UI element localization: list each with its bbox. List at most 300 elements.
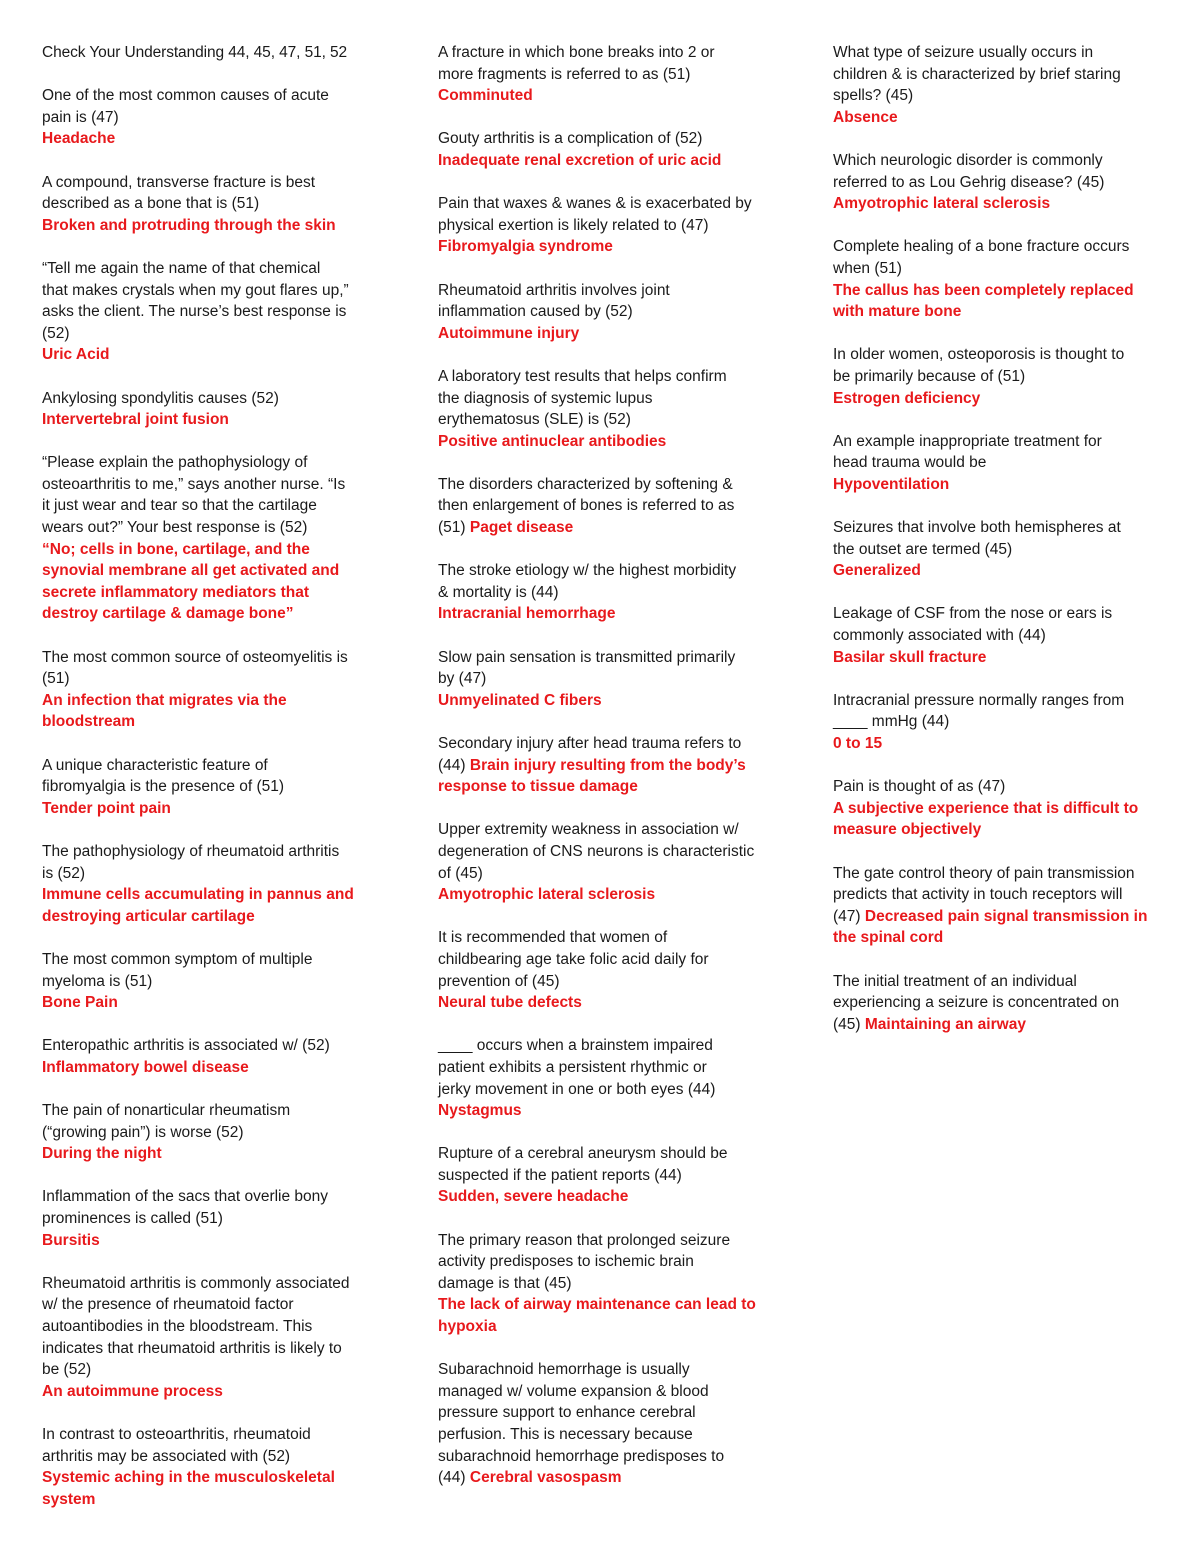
question-text: subarachnoid hemorrhage predisposes to	[438, 1447, 725, 1465]
answer-text: Inadequate renal excretion of uric acid	[438, 151, 722, 169]
text-line	[438, 971, 788, 993]
answer-text: the spinal cord	[833, 929, 944, 947]
question-text: pressure support to enhance cerebral	[438, 1404, 696, 1422]
text-line	[438, 755, 788, 777]
text-line	[833, 42, 1183, 64]
text-line	[438, 1186, 788, 1208]
text-line	[438, 236, 788, 258]
text-line	[42, 1186, 392, 1208]
text-line	[42, 798, 392, 820]
question-text: (52)	[42, 324, 70, 342]
answer-text: Comminuted	[438, 87, 533, 105]
text-line	[438, 64, 788, 86]
qa-block	[438, 1230, 788, 1338]
qa-block	[42, 1100, 392, 1165]
text-line	[438, 388, 788, 410]
question-text: perfusion. This is necessary because	[438, 1426, 693, 1443]
text-line	[438, 474, 788, 496]
qa-block	[833, 431, 1183, 496]
text-line	[438, 927, 788, 949]
text-line	[438, 863, 788, 885]
question-text: Seizures that involve both hemispheres at	[833, 519, 1121, 537]
answer-text: destroying articular cartilage	[42, 907, 255, 925]
text-line	[438, 884, 788, 906]
text-line	[42, 1035, 392, 1057]
column-right-body	[833, 42, 1183, 1035]
text-line	[438, 1273, 788, 1295]
text-line	[438, 992, 788, 1014]
question-text: be (52)	[42, 1361, 92, 1379]
answer-text: Bone Pain	[42, 994, 118, 1012]
text-line	[42, 1489, 392, 1511]
question-text: activity predisposes to ischemic brain	[438, 1253, 694, 1271]
qa-block	[833, 603, 1183, 668]
text-line	[42, 906, 392, 928]
text-line	[833, 193, 1183, 215]
text-line	[438, 215, 788, 237]
answer-text: measure objectively	[833, 821, 982, 839]
qa-block	[42, 647, 392, 733]
qa-block	[42, 258, 392, 366]
answer-text: Intervertebral joint fusion	[42, 411, 229, 429]
text-line	[42, 971, 392, 993]
qa-block	[833, 344, 1183, 409]
qa-block	[42, 172, 392, 237]
text-line	[42, 128, 392, 150]
question-text: The stroke etiology w/ the highest morbidity	[438, 562, 737, 580]
text-line	[42, 949, 392, 971]
qa-block	[438, 1359, 788, 1489]
qa-block	[438, 128, 788, 171]
question-text: experiencing a seizure is concentrated on	[833, 994, 1120, 1012]
text-line	[42, 1230, 392, 1252]
text-line	[42, 474, 392, 496]
question-text: erythematosus (SLE) is (52)	[438, 411, 631, 429]
answer-text: response to tissue damage	[438, 778, 638, 796]
text-line	[42, 1273, 392, 1295]
text-line	[438, 647, 788, 669]
answer-text: destroy cartilage & damage bone”	[42, 605, 294, 623]
question-text: the diagnosis of systemic lupus	[438, 389, 653, 407]
text-line	[833, 388, 1183, 410]
text-line	[438, 431, 788, 453]
answer-text: hypoxia	[438, 1318, 497, 1336]
question-text: that makes crystals when my gout flares up,”	[42, 281, 349, 299]
answer-text: Autoimmune injury	[438, 324, 580, 342]
question-text: w/ the presence of rheumatoid factor	[42, 1296, 294, 1314]
question-text: ____ mmHg (44)	[833, 713, 950, 731]
answer-text: Systemic aching in the musculoskeletal	[42, 1469, 335, 1487]
question-text: A compound, transverse fracture is best	[42, 173, 316, 191]
question-text: myeloma is (51)	[42, 972, 153, 990]
text-line	[438, 409, 788, 431]
answer-text: A subjective experience that is difficult to	[833, 799, 1139, 817]
question-text: Leakage of CSF from the nose or ears is	[833, 605, 1113, 623]
question-text: In contrast to osteoarthritis, rheumatoid	[42, 1426, 311, 1443]
text-line	[833, 798, 1183, 820]
question-text: commonly associated with (44)	[833, 627, 1046, 645]
text-line	[438, 1035, 788, 1057]
text-line	[438, 1467, 788, 1489]
text-line	[42, 1208, 392, 1230]
question-text: is (52)	[42, 864, 86, 882]
question-text: physical exertion is likely related to (47)	[438, 216, 709, 234]
question-text: pain is (47)	[42, 108, 119, 126]
text-line	[833, 560, 1183, 582]
answer-text: Broken and protruding through the skin	[42, 216, 336, 234]
answer-text: Estrogen deficiency	[833, 389, 981, 407]
answer-text: Immune cells accumulating in pannus and	[42, 886, 354, 904]
answer-text: During the night	[42, 1145, 162, 1163]
text-line	[833, 776, 1183, 798]
text-line	[833, 431, 1183, 453]
answer-text: Sudden, severe headache	[438, 1188, 629, 1206]
text-line	[42, 85, 392, 107]
qa-block	[42, 1424, 392, 1510]
answer-text: with mature bone	[833, 303, 962, 321]
question-text: fibromyalgia is the presence of (51)	[42, 778, 285, 796]
qa-block	[438, 733, 788, 798]
text-line	[438, 1079, 788, 1101]
answer-text: “No; cells in bone, cartilage, and the	[42, 540, 310, 558]
text-line	[438, 1230, 788, 1252]
qa-block	[438, 474, 788, 539]
text-line	[438, 1446, 788, 1468]
text-line	[438, 128, 788, 150]
qa-block	[438, 647, 788, 712]
text-line	[42, 1446, 392, 1468]
question-text: arthritis may be associated with (52)	[42, 1447, 291, 1465]
qa-block	[42, 1186, 392, 1251]
text-line	[438, 85, 788, 107]
text-line	[833, 690, 1183, 712]
question-text: head trauma would be	[833, 454, 987, 472]
qa-block	[438, 366, 788, 452]
text-line	[833, 280, 1183, 302]
text-line	[42, 172, 392, 194]
text-line	[42, 1057, 392, 1079]
text-line	[42, 1316, 392, 1338]
question-text: degeneration of CNS neurons is characteristic	[438, 842, 755, 860]
question-text: A fracture in which bone breaks into 2 or	[438, 44, 715, 61]
text-line	[42, 1381, 392, 1403]
answer-text: 0 to 15	[833, 735, 883, 752]
text-line	[438, 42, 788, 64]
question-text: It is recommended that women of	[438, 929, 668, 947]
text-line	[42, 258, 392, 280]
column-left	[42, 42, 392, 1532]
text-line	[42, 884, 392, 906]
text-line	[42, 711, 392, 733]
answer-text: Inflammatory bowel disease	[42, 1058, 249, 1076]
question-text: Upper extremity weakness in association w/	[438, 821, 739, 839]
column-middle-body	[438, 42, 788, 1489]
answer-text: Cerebral vasospasm	[469, 1469, 622, 1487]
answer-text: Unmyelinated C fibers	[438, 691, 602, 709]
text-line	[438, 280, 788, 302]
question-text: Pain that waxes & wanes & is exacerbated by	[438, 195, 752, 213]
text-line	[42, 647, 392, 669]
question-text: prevention of (45)	[438, 972, 560, 990]
text-line	[42, 1467, 392, 1489]
text-line	[833, 906, 1183, 928]
question-text: it just wear and tear so that the cartilage	[42, 497, 317, 515]
question-text: (47)	[833, 907, 865, 925]
text-line	[833, 603, 1183, 625]
answer-text: Basilar skull fracture	[833, 648, 987, 666]
question-text: when (51)	[833, 259, 902, 277]
question-text: The gate control theory of pain transmission	[833, 864, 1135, 882]
question-text: Secondary injury after head trauma refers to	[438, 735, 742, 752]
answer-text: Absence	[833, 108, 898, 126]
question-text: spells? (45)	[833, 87, 914, 105]
text-line	[42, 452, 392, 474]
question-text: “Tell me again the name of that chemical	[42, 259, 321, 277]
question-text: the outset are termed (45)	[833, 540, 1013, 558]
text-line	[42, 1359, 392, 1381]
text-line	[438, 690, 788, 712]
question-text: managed w/ volume expansion & blood	[438, 1382, 709, 1400]
text-line	[438, 517, 788, 539]
question-text: What type of seizure usually occurs in	[833, 44, 1094, 61]
text-line	[438, 560, 788, 582]
text-line	[42, 1122, 392, 1144]
question-text: The disorders characterized by softening &	[438, 475, 733, 493]
text-line	[833, 107, 1183, 129]
title-text: Check Your Understanding 44, 45, 47, 51, 52	[42, 44, 348, 61]
answer-text: Paget disease	[469, 519, 574, 537]
qa-block	[833, 863, 1183, 949]
question-text: (“growing pain”) is worse (52)	[42, 1123, 244, 1141]
question-text: A unique characteristic feature of	[42, 756, 268, 774]
qa-block	[833, 517, 1183, 582]
question-text: Ankylosing spondylitis causes (52)	[42, 389, 279, 407]
text-line	[833, 819, 1183, 841]
text-line	[833, 150, 1183, 172]
text-line	[438, 776, 788, 798]
text-line	[42, 1100, 392, 1122]
question-text: be primarily because of (51)	[833, 367, 1026, 385]
question-text: children & is characterized by brief staring	[833, 65, 1121, 83]
answer-text: system	[42, 1490, 96, 1508]
question-text: (44)	[438, 756, 470, 774]
text-line	[833, 344, 1183, 366]
answer-text: Positive antinuclear antibodies	[438, 432, 667, 450]
qa-block	[42, 755, 392, 820]
qa-block	[438, 280, 788, 345]
text-line	[438, 495, 788, 517]
question-text: & mortality is (44)	[438, 583, 559, 601]
qa-block	[833, 776, 1183, 841]
answer-text: Brain injury resulting from the body’s	[469, 756, 746, 774]
qa-block	[833, 690, 1183, 755]
qa-block	[42, 1273, 392, 1403]
question-text: An example inappropriate treatment for	[833, 432, 1102, 450]
question-text: One of the most common causes of acute	[42, 87, 329, 105]
text-line	[42, 539, 392, 561]
question-text: Complete healing of a bone fracture occurs	[833, 238, 1130, 256]
text-line	[42, 582, 392, 604]
text-line	[42, 409, 392, 431]
question-text: prominences is called (51)	[42, 1210, 223, 1228]
qa-block	[42, 949, 392, 1014]
text-line	[42, 280, 392, 302]
text-line	[833, 863, 1183, 885]
text-line	[438, 193, 788, 215]
question-text: ____ occurs when a brainstem impaired	[438, 1037, 713, 1055]
answer-text: Uric Acid	[42, 346, 110, 364]
text-line	[438, 1381, 788, 1403]
qa-block	[438, 193, 788, 258]
answer-text: Intracranial hemorrhage	[438, 605, 616, 623]
question-text: asks the client. The nurse’s best response is	[42, 303, 347, 321]
text-line	[42, 1338, 392, 1360]
question-text: Which neurologic disorder is commonly	[833, 151, 1103, 169]
answer-text: secrete inflammatory mediators that	[42, 583, 310, 601]
answer-text: An infection that migrates via the	[42, 691, 287, 709]
text-line	[438, 1251, 788, 1273]
answer-text: Headache	[42, 130, 116, 148]
question-text: Pain is thought of as (47)	[833, 778, 1006, 796]
question-text: suspected if the patient reports (44)	[438, 1166, 682, 1184]
text-line	[438, 1143, 788, 1165]
qa-block	[438, 819, 788, 905]
text-line	[833, 927, 1183, 949]
question-text: described as a bone that is (51)	[42, 195, 260, 213]
text-line	[833, 236, 1183, 258]
text-line	[833, 517, 1183, 539]
column-middle	[438, 42, 788, 1510]
qa-block	[42, 1035, 392, 1078]
text-line	[438, 603, 788, 625]
question-text: then enlargement of bones is referred to as	[438, 497, 735, 515]
question-text: wears out?” Your best response is (52)	[42, 519, 308, 537]
qa-block	[42, 452, 392, 625]
qa-block	[438, 42, 788, 107]
question-text: A laboratory test results that helps confirm	[438, 367, 727, 385]
qa-block	[833, 42, 1183, 128]
text-line	[438, 1100, 788, 1122]
document-title	[42, 42, 392, 64]
text-line	[42, 992, 392, 1014]
text-line	[42, 863, 392, 885]
answer-text: The callus has been completely replaced	[833, 281, 1134, 299]
question-text: autoantibodies in the bloodstream. This	[42, 1318, 313, 1336]
text-line	[833, 258, 1183, 280]
question-text: In older women, osteoporosis is thought to	[833, 346, 1125, 364]
text-line	[438, 1359, 788, 1381]
text-line	[42, 193, 392, 215]
answer-text: Hypoventilation	[833, 475, 950, 493]
question-text: (45)	[833, 1015, 865, 1033]
text-line	[438, 733, 788, 755]
answer-text: bloodstream	[42, 713, 136, 731]
question-text: The pain of nonarticular rheumatism	[42, 1102, 291, 1120]
question-text: Enteropathic arthritis is associated w/ (52)	[42, 1037, 330, 1055]
text-line	[438, 819, 788, 841]
text-line	[833, 452, 1183, 474]
question-text: jerky movement in one or both eyes (44)	[438, 1080, 716, 1098]
text-line	[833, 884, 1183, 906]
question-text: osteoarthritis to me,” says another nurse. “Is	[42, 475, 346, 493]
question-text: more fragments is referred to as (51)	[438, 65, 691, 83]
column-left-body	[42, 85, 392, 1510]
text-line	[438, 366, 788, 388]
text-line	[833, 474, 1183, 496]
text-line	[833, 647, 1183, 669]
question-text: Rheumatoid arthritis involves joint	[438, 281, 670, 299]
question-text: (51)	[42, 670, 70, 688]
qa-block	[42, 841, 392, 927]
answer-text: Amyotrophic lateral sclerosis	[438, 886, 656, 904]
qa-block	[833, 150, 1183, 215]
text-line	[42, 1143, 392, 1165]
question-text: Rupture of a cerebral aneurysm should be	[438, 1145, 728, 1163]
question-text: The most common symptom of multiple	[42, 950, 313, 968]
text-line	[833, 625, 1183, 647]
answer-text: Amyotrophic lateral sclerosis	[833, 195, 1051, 213]
question-text: Gouty arthritis is a complication of (52)	[438, 130, 703, 148]
question-text: Subarachnoid hemorrhage is usually	[438, 1361, 690, 1379]
text-line	[42, 690, 392, 712]
question-text: Slow pain sensation is transmitted primarily	[438, 648, 736, 666]
qa-block	[438, 1035, 788, 1121]
text-line	[833, 733, 1183, 755]
text-line	[438, 582, 788, 604]
qa-block	[42, 388, 392, 431]
question-text: (44)	[438, 1469, 470, 1487]
answer-text: Decreased pain signal transmission in	[864, 907, 1148, 925]
qa-block	[438, 927, 788, 1013]
question-text: Intracranial pressure normally ranges from	[833, 691, 1125, 709]
text-line	[438, 949, 788, 971]
text-line	[438, 1402, 788, 1424]
text-line	[42, 301, 392, 323]
text-line	[438, 841, 788, 863]
answer-text: Fibromyalgia syndrome	[438, 238, 613, 256]
text-line	[42, 1424, 392, 1446]
question-text: The primary reason that prolonged seizure	[438, 1231, 731, 1249]
text-line	[833, 64, 1183, 86]
text-line	[833, 85, 1183, 107]
answer-text: The lack of airway maintenance can lead to	[438, 1296, 756, 1314]
qa-block	[438, 1143, 788, 1208]
text-line	[42, 323, 392, 345]
question-text: inflammation caused by (52)	[438, 303, 633, 321]
answer-text: Generalized	[833, 562, 921, 580]
answer-text: synovial membrane all get activated and	[42, 562, 340, 580]
question-text: predicts that activity in touch receptors will	[833, 886, 1123, 904]
answer-text: Nystagmus	[438, 1102, 522, 1120]
text-line	[833, 711, 1183, 733]
text-line	[438, 668, 788, 690]
text-line	[438, 1165, 788, 1187]
question-text: The most common source of osteomyelitis is	[42, 648, 348, 666]
question-text: of (45)	[438, 864, 483, 882]
question-text: patient exhibits a persistent rhythmic or	[438, 1058, 707, 1076]
question-text: Rheumatoid arthritis is commonly associated	[42, 1274, 350, 1292]
question-text: “Please explain the pathophysiology of	[42, 454, 308, 472]
text-line	[42, 344, 392, 366]
column-right	[833, 42, 1183, 1057]
answer-text: An autoimmune process	[42, 1382, 223, 1400]
text-line	[42, 388, 392, 410]
text-line	[833, 172, 1183, 194]
text-line	[42, 755, 392, 777]
text-line	[42, 1294, 392, 1316]
text-line	[42, 841, 392, 863]
text-line	[833, 539, 1183, 561]
